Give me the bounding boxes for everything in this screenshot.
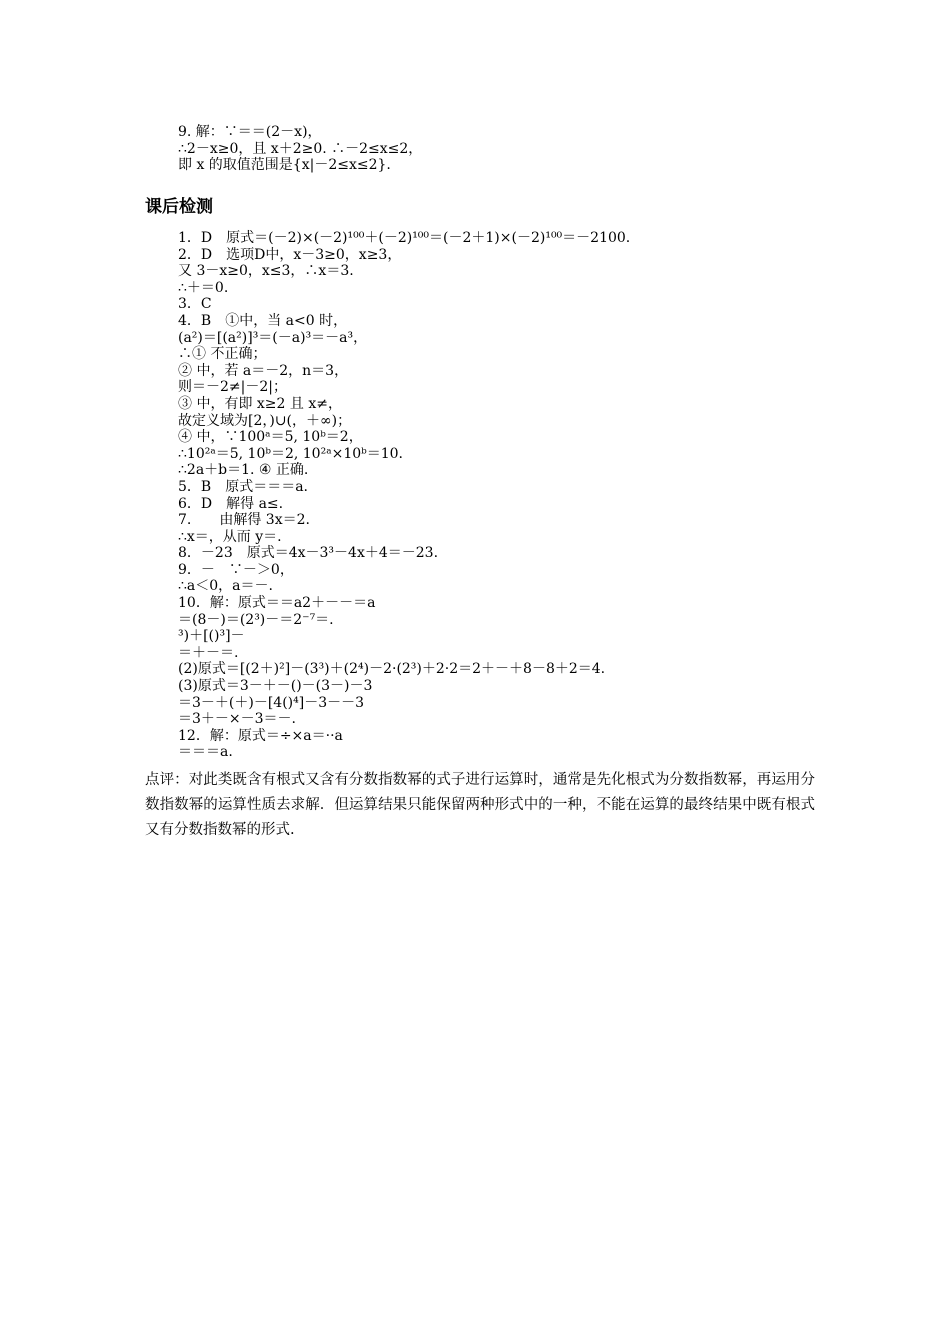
solution-9 <box>178 124 858 174</box>
answer-line: ∴a＜0，a＝－. <box>178 578 273 595</box>
section-heading: 课后检测 <box>145 197 213 217</box>
answer-line: 5．B 原式＝＝＝a. <box>178 478 308 495</box>
answer-line: 又 3－x≥0，x≤3，∴x＝3. <box>178 263 354 280</box>
answer-line: 6．D 解得 a≤. <box>178 495 284 512</box>
answer-line: 2．D 选项D中，x－3≥0，x≥3， <box>178 246 402 263</box>
answer-line: 8．－23 原式＝4x－3³－4x＋4＝－23. <box>178 545 439 562</box>
answer-line: ³)＋[()³]－ <box>178 628 245 645</box>
answer-line: 9．－ ∵－＞0， <box>178 561 294 578</box>
answer-line: ③ 中，有即 x≥2 且 x≠， <box>178 395 342 412</box>
answer-line: 4．B ①中，当 a<0 时， <box>178 312 348 329</box>
answer-line: 故定义域为[2，)∪(，＋∞)； <box>178 412 352 429</box>
answer-line: 7. 由解得 3x＝2. <box>178 512 310 529</box>
answer-line: ④ 中，∵100ᵃ＝5, 10ᵇ＝2， <box>178 429 363 446</box>
answer-line: ∴10²ᵃ＝5, 10ᵇ＝2, 10²ᵃ×10ᵇ＝10. <box>178 445 403 462</box>
answer-line: ＝＋－＝. <box>178 644 239 661</box>
solution-9-line: 9. 解：∵＝＝(2－x)， <box>178 124 322 140</box>
answer-line: (a²)＝[(a²)]³＝(－a)³＝－a³， <box>178 329 368 346</box>
answer-line: ∴2a＋b＝1. ④ 正确. <box>178 462 309 479</box>
answer-line: ∴x＝，从而 y＝. <box>178 528 282 545</box>
answers-list <box>178 230 858 761</box>
answer-line: 则＝－2≠|－2|； <box>178 379 287 396</box>
answer-line: ＝3－＋(＋)－[4()⁴]－3－－3 <box>178 694 365 711</box>
answer-line: ∴＋＝0. <box>178 279 229 296</box>
answer-line: (3)原式＝3－＋－()－(3－)－3 <box>178 678 373 695</box>
solution-9-line: 即 x 的取值范围是{x|－2≤x≤2}. <box>178 157 391 174</box>
answer-line: 10．解：原式＝＝a2＋－－＝a <box>178 595 376 612</box>
answer-line: ＝3＋－×－3＝－. <box>178 711 296 728</box>
answer-line: (2)原式＝[(2＋)²]－(3³)＋(2⁴)－2·(2³)＋2·2＝2＋－＋8－8＋2＝4. <box>178 661 606 678</box>
answer-line: 1．D 原式＝(－2)×(－2)¹⁰⁰＋(－2)¹⁰⁰＝(－2＋1)×(－2)¹⁰⁰＝－2100. <box>178 230 631 246</box>
comment-paragraph: 点评：对此类既含有根式又含有分数指数幂的式子进行运算时，通常是先化根式为分数指数幂，再运用分数指数幂的运算性质去求解．但运算结果只能保留两种形式中的一种，不能在运算的最终结果中既有根式又有分数指数幂的形式. <box>145 772 815 838</box>
answer-line: 12．解：原式＝÷×a＝··a <box>178 727 343 744</box>
answer-line: ∴① 不正确； <box>178 346 267 363</box>
solution-9-line: ∴2－x≥0，且 x＋2≥0. ∴－2≤x≤2， <box>178 140 423 157</box>
answer-line: ＝(8－)＝(2³)－＝2⁻⁷＝. <box>178 611 334 628</box>
answer-line: 3．C <box>178 296 212 313</box>
answer-line: ＝＝＝a. <box>178 744 233 761</box>
answer-line: ② 中，若 a＝－2，n＝3， <box>178 362 349 379</box>
